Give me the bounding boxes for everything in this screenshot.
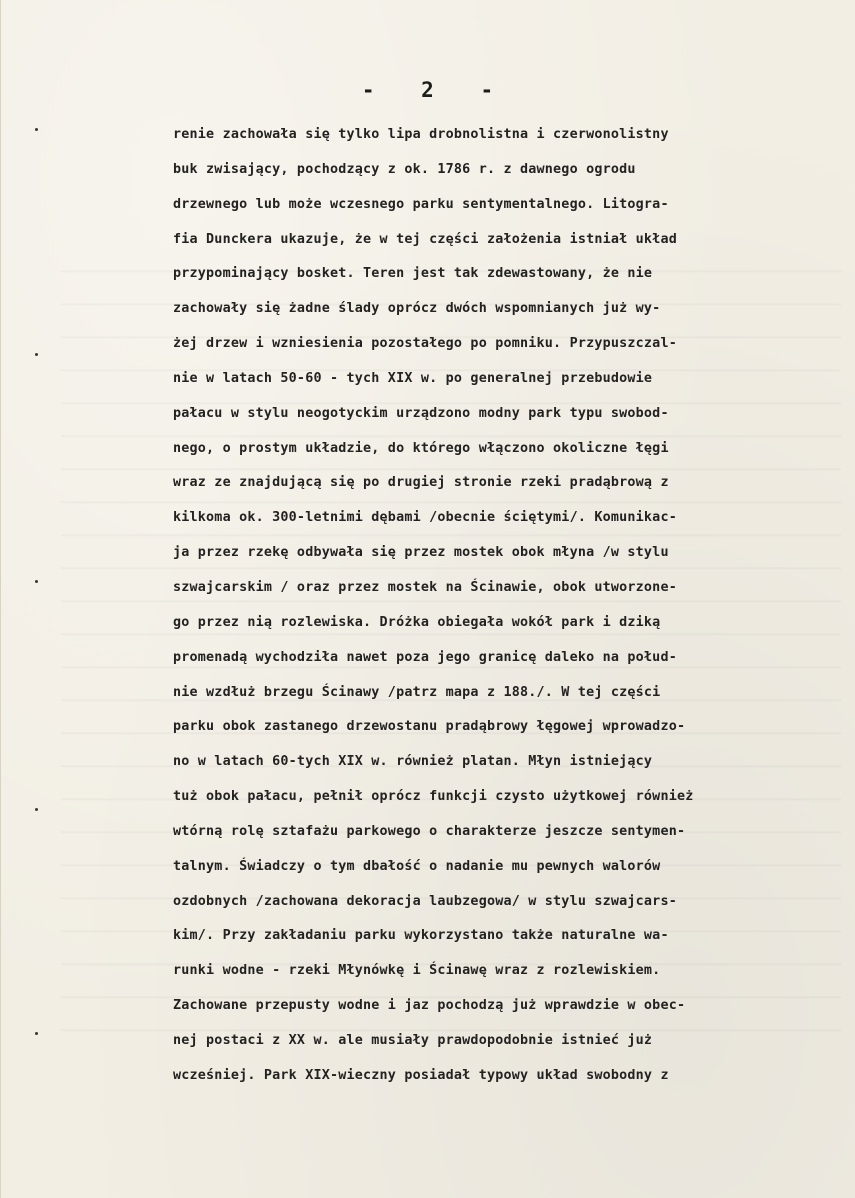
text-line: buk zwisający, pochodzący z ok. 1786 r. z dawnego ogrodu xyxy=(173,161,636,177)
text-line: wraz ze znajdującą się po drugiej stronie rzeki pradąbrową z xyxy=(173,475,669,491)
margin-mark xyxy=(35,580,38,583)
margin-mark xyxy=(35,353,38,356)
text-line: Zachowane przepusty wodne i jaz pochodzą już wprawdzie w obec- xyxy=(173,998,686,1014)
text-line: nie wzdłuż brzegu Ścinawy /patrz mapa z 188./. W tej części xyxy=(173,684,661,700)
text-line: tuż obok pałacu, pełnił oprócz funkcji czysto użytkowej również xyxy=(173,789,694,805)
text-line: pałacu w stylu neogotyckim urządzono modny park typu swobod- xyxy=(173,405,669,421)
margin-mark xyxy=(35,1032,38,1035)
margin-mark xyxy=(35,128,38,131)
text-line: ozdobnych /zachowana dekoracja laubzegowa/ w stylu szwajcars- xyxy=(173,893,677,909)
text-line: no w latach 60-tych XIX w. również platan. Młyn istniejący xyxy=(173,754,653,770)
text-line: talnym. Świadczy o tym dbałość o nadanie mu pewnych walorów xyxy=(173,858,661,874)
text-line: nej postaci z XX w. ale musiały prawdopodobnie istnieć już xyxy=(173,1032,653,1048)
text-line: nego, o prostym układzie, do którego włączono okoliczne łęgi xyxy=(173,440,669,456)
page-number: - 2 - xyxy=(361,78,496,102)
text-line: parku obok zastanego drzewostanu pradąbrowy łęgowej wprowadzo- xyxy=(173,719,686,735)
text-line: fia Dunckera ukazuje, że w tej części założenia istniał układ xyxy=(173,231,677,247)
typewritten-text xyxy=(173,118,833,1094)
text-line: runki wodne - rzeki Młynówkę i Ścinawę wraz z rozlewiskiem. xyxy=(173,963,661,979)
text-line: wcześniej. Park XIX-wieczny posiadał typowy układ swobodny z xyxy=(173,1067,669,1083)
text-line: promenadą wychodziła nawet poza jego granicę daleko na połud- xyxy=(173,649,677,665)
text-line: kilkoma ok. 300-letnimi dębami /obecnie ściętymi/. Komunikac- xyxy=(173,510,677,526)
text-line: wtórną rolę sztafażu parkowego o charakterze jeszcze sentymen- xyxy=(173,823,686,839)
text-line: drzewnego lub może wczesnego parku sentymentalnego. Litogra- xyxy=(173,196,669,212)
text-line: żej drzew i wzniesienia pozostałego po pomniku. Przypuszczal- xyxy=(173,336,677,352)
text-line: nie w latach 50-60 - tych XIX w. po generalnej przebudowie xyxy=(173,370,653,386)
text-line: kim/. Przy zakładaniu parku wykorzystano także naturalne wa- xyxy=(173,928,669,944)
text-line: szwajcarskim / oraz przez mostek na Ścinawie, obok utworzone- xyxy=(173,579,677,595)
text-line: ja przez rzekę odbywała się przez mostek obok młyna /w stylu xyxy=(173,545,669,561)
margin-mark xyxy=(35,808,38,811)
text-line: przypominający bosket. Teren jest tak zdewastowany, że nie xyxy=(173,266,653,282)
text-line: renie zachowała się tylko lipa drobnolistna i czerwonolistny xyxy=(173,127,669,142)
text-line: go przez nią rozlewiska. Dróżka obiegała wokół park i dziką xyxy=(173,614,661,630)
text-line: zachowały się żadne ślady oprócz dwóch wspomnianych już wy- xyxy=(173,301,661,317)
